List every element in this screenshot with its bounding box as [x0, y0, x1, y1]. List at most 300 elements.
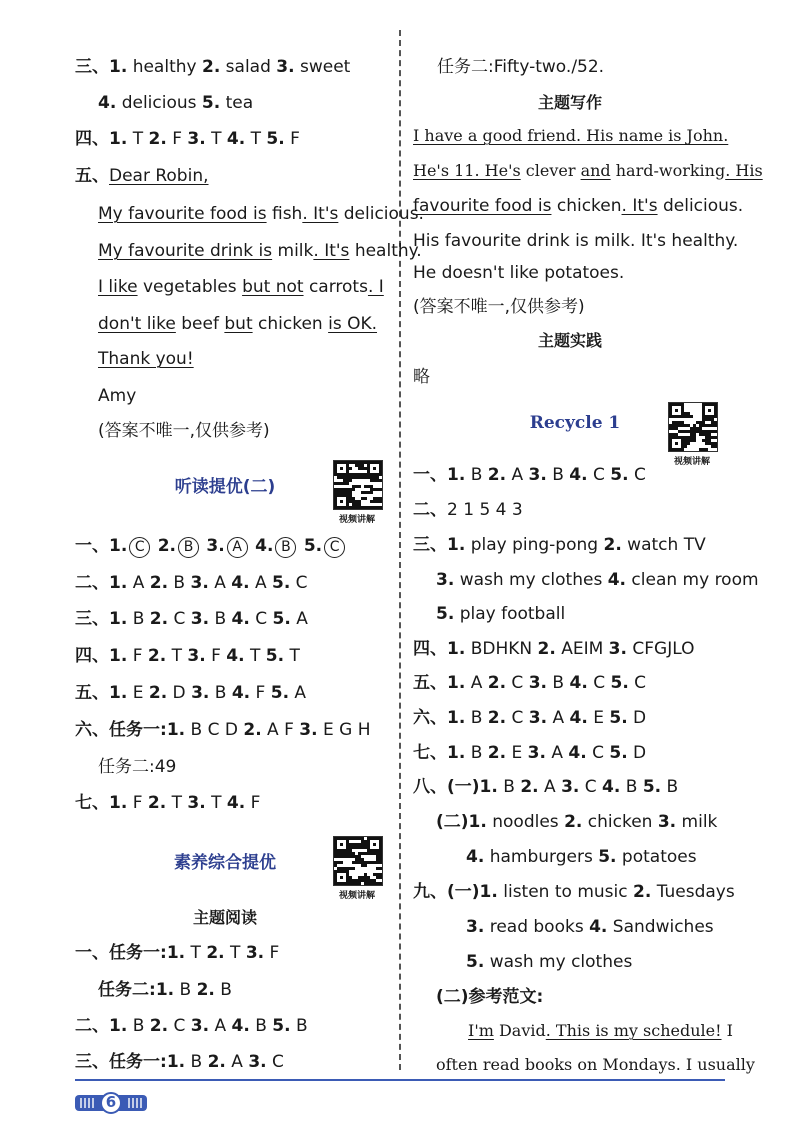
answer-text: A: [506, 465, 529, 485]
answer-text: wash my clothes: [484, 952, 633, 972]
answer-text: 1.: [447, 639, 466, 659]
answer-text: . It's: [302, 204, 339, 224]
answer-text: . His: [725, 161, 763, 180]
qr-pattern-icon: [669, 403, 717, 451]
answer-text: listen to music: [497, 882, 633, 902]
answer-line: [413, 881, 735, 903]
answer-text: Thank you!: [98, 349, 194, 369]
answer-text: (二)参考范文:: [436, 987, 544, 1007]
answer-text: 4.: [589, 917, 608, 937]
answer-line: [413, 366, 430, 388]
answer-text: 3.: [190, 609, 210, 629]
answer-text: 5.: [272, 609, 291, 629]
answer-text: 二、: [75, 573, 109, 593]
answer-text: Amy: [98, 386, 137, 406]
answer-line: [98, 420, 270, 442]
answer-text: F: [250, 683, 271, 703]
answer-line: [413, 534, 706, 556]
answer-text: C: [586, 743, 610, 763]
answer-text: 3.: [245, 943, 265, 963]
answer-text: 1.: [166, 1052, 186, 1072]
answer-text: 4.: [607, 570, 627, 590]
answer-text: 3.: [657, 812, 677, 832]
answer-text: 2.: [564, 812, 583, 832]
answer-text: 1.: [447, 673, 466, 693]
answer-text: 2.: [196, 980, 215, 1000]
answer-text: 3.: [187, 646, 206, 666]
answer-line: [413, 776, 678, 798]
answer-text: A F: [261, 720, 300, 740]
answer-text: 4.: [98, 93, 117, 113]
answer-text: T: [224, 943, 246, 963]
answer-line: [75, 56, 350, 78]
answer-text: hamburgers: [484, 847, 599, 867]
answer-text: 2.: [149, 1016, 169, 1036]
answer-text: B: [661, 777, 679, 797]
answer-text: read books: [484, 917, 590, 937]
answer-text: 4.: [569, 673, 588, 693]
answer-text: 1.: [109, 573, 128, 593]
answer-line: [437, 56, 604, 78]
answer-text: 3.: [466, 917, 485, 937]
page-badge: [75, 1092, 147, 1114]
answer-text: 1.: [109, 57, 128, 77]
answer-text: 九、: [413, 882, 447, 902]
heading-theme-reading: 主题阅读: [192, 908, 257, 927]
answer-text: 1.: [109, 793, 128, 813]
answer-text: healthy: [127, 57, 202, 77]
answer-text: C: [290, 573, 308, 593]
answer-text: CFGJLO: [626, 639, 695, 659]
answer-text: 1.: [109, 129, 128, 149]
answer-text: 1.: [447, 708, 466, 728]
answer-text: (答案不唯一,仅供参考): [413, 297, 585, 317]
answer-text: 2.: [487, 708, 507, 728]
answer-text: Sandwiches: [607, 917, 714, 937]
answer-text: 1.: [447, 535, 466, 555]
answer-line: [436, 569, 759, 591]
answer-line: [75, 572, 308, 594]
answer-text: play football: [454, 604, 566, 624]
circled-answer: A: [227, 537, 248, 558]
qr-pattern-icon: [334, 837, 382, 885]
answer-text: (答案不唯一,仅供参考): [98, 421, 270, 441]
answer-text: 4.: [466, 847, 485, 867]
answer-text: T: [166, 793, 188, 813]
answer-text: 2.: [207, 1052, 226, 1072]
answer-text: is OK.: [328, 314, 378, 334]
answer-text: I have a good friend. His name is John.: [413, 126, 729, 145]
answer-text: . This is my schedule!: [545, 1021, 722, 1040]
qr-caption: 视频讲解: [338, 891, 375, 901]
answer-text: 2.: [149, 573, 169, 593]
answer-text: 一、: [75, 536, 109, 556]
answer-text: 2.: [520, 777, 539, 797]
answer-line: [98, 313, 377, 335]
answer-text: watch TV: [621, 535, 706, 555]
answer-line: [75, 792, 260, 814]
answer-text: 一、: [75, 943, 109, 963]
answer-text: 四、: [413, 639, 447, 659]
answer-text: C: [587, 673, 611, 693]
answer-text: chicken: [252, 314, 329, 334]
answer-text: B: [465, 743, 488, 763]
answer-text: vegetables: [137, 277, 243, 297]
answer-text: 1.: [155, 980, 175, 1000]
answer-text: 1.: [109, 646, 128, 666]
answer-line: [75, 645, 300, 667]
answer-text: (一): [447, 777, 480, 797]
answer-text: 4.: [602, 777, 621, 797]
answer-text: David: [493, 1021, 546, 1040]
answer-line: [98, 348, 194, 370]
answer-text: 3.: [528, 708, 548, 728]
heading-theme-practice: 主题实践: [537, 331, 602, 350]
answer-text: 1.: [479, 882, 498, 902]
answer-line: [413, 195, 743, 217]
answer-line: [466, 916, 714, 938]
answer-line: [466, 951, 632, 973]
answer-text: C: [168, 1016, 191, 1036]
answer-text: 五、: [75, 683, 109, 703]
answer-text: A: [225, 1052, 249, 1072]
answer-line: [413, 707, 646, 729]
answer-line: [413, 742, 646, 764]
answer-text: 4.: [568, 743, 587, 763]
answer-line: [413, 262, 624, 284]
answer-text: delicious.: [657, 196, 744, 216]
answer-text: don't like: [98, 314, 176, 334]
answer-text: 3.: [561, 777, 580, 797]
answer-text: 5.: [265, 646, 285, 666]
answer-line: [75, 719, 371, 741]
answer-text: 5.: [642, 777, 662, 797]
answer-line: [98, 979, 232, 1001]
answer-line: [98, 756, 176, 778]
heading-recycle: Recycle 1: [529, 413, 621, 433]
answer-text: 4.: [569, 465, 588, 485]
answer-text: T: [127, 129, 149, 149]
answer-text: 二、: [75, 1016, 109, 1036]
answer-text: 三、: [75, 57, 109, 77]
answer-text: C: [506, 673, 529, 693]
answer-text: potatoes: [616, 847, 697, 867]
answer-text: C: [506, 708, 529, 728]
answer-line: [75, 128, 300, 150]
answer-text: 5.: [271, 573, 291, 593]
answer-text: 2.: [147, 793, 167, 813]
answer-line: [436, 1054, 755, 1076]
answer-text: 2.: [487, 465, 507, 485]
heading-listening: 听读提优(二): [174, 477, 276, 497]
answer-text: but not: [242, 277, 304, 297]
qr-pattern-icon: [334, 461, 382, 509]
answer-text: I like: [98, 277, 138, 297]
answer-text: T: [205, 129, 227, 149]
answer-text: fish: [266, 204, 303, 224]
answer-line: [436, 986, 543, 1008]
answer-text: 5.: [270, 683, 290, 703]
answer-text: A: [209, 1016, 232, 1036]
answer-line: [413, 160, 763, 182]
answer-text: 2.: [537, 639, 556, 659]
answer-text: 六、: [75, 720, 109, 740]
answer-text: E: [587, 708, 610, 728]
answer-text: 二、: [413, 500, 447, 520]
answer-line: [436, 603, 565, 625]
qr-code-icon[interactable]: [333, 836, 383, 886]
answer-text: 1.: [166, 720, 186, 740]
answer-text: B: [620, 777, 643, 797]
heading-literacy: 素养综合提优: [174, 853, 276, 873]
circled-answer: C: [129, 537, 150, 558]
answer-text: 3.: [187, 129, 206, 149]
answer-text: 4.: [255, 536, 274, 556]
answer-text: . It's: [621, 196, 658, 216]
answer-text: B: [185, 1052, 208, 1072]
answer-text: milk: [676, 812, 718, 832]
answer-text: C: [628, 465, 646, 485]
answer-text: 2.: [157, 536, 176, 556]
answer-text: . I: [367, 277, 384, 297]
answer-line: [413, 464, 646, 486]
answer-text: C: [579, 777, 603, 797]
answer-text: 5.: [598, 847, 617, 867]
answer-text: B: [546, 465, 570, 485]
answer-text: 5.: [266, 129, 285, 149]
answer-text: A: [249, 573, 272, 593]
answer-text: 1.: [468, 812, 487, 832]
answer-text: B: [290, 1016, 308, 1036]
answer-text: 一、: [413, 465, 447, 485]
answer-text: B: [127, 609, 150, 629]
answer-text: 3.: [528, 673, 548, 693]
answer-text: C: [249, 609, 273, 629]
answer-line: [98, 240, 422, 262]
answer-text: E G H: [317, 720, 371, 740]
answer-text: 3.: [299, 720, 318, 740]
answer-text: 2.: [149, 609, 169, 629]
answer-text: B: [249, 1016, 273, 1036]
answer-text: C: [266, 1052, 284, 1072]
answer-text: 1.: [109, 1016, 128, 1036]
answer-text: 4.: [569, 708, 588, 728]
answer-text: B: [209, 609, 232, 629]
answer-text: B: [214, 980, 232, 1000]
answer-text: E: [506, 743, 528, 763]
answer-text: 5.: [610, 673, 629, 693]
answer-text: favourite food is: [413, 196, 552, 216]
answer-text: A: [538, 777, 562, 797]
answer-text: T: [245, 129, 267, 149]
column-divider: [399, 30, 401, 1070]
answer-text: B C D: [185, 720, 244, 740]
answer-line: [413, 296, 585, 318]
answer-text: 3.: [187, 793, 206, 813]
answer-line: [413, 499, 523, 521]
answer-text: 五、: [75, 166, 109, 186]
answer-text: B: [168, 573, 191, 593]
answer-text: 4.: [231, 609, 250, 629]
answer-text: 2.: [206, 943, 225, 963]
answer-line: [75, 942, 279, 964]
qr-code-icon[interactable]: [333, 460, 383, 510]
answer-line: [413, 638, 694, 660]
answer-text: B: [547, 673, 570, 693]
answer-text: B: [497, 777, 521, 797]
answer-text: T: [205, 793, 227, 813]
answer-text: 5.: [609, 743, 628, 763]
answer-text: 七、: [413, 743, 447, 763]
answer-text: D: [627, 708, 647, 728]
answer-text: 任务二:Fifty-two./52.: [437, 57, 605, 77]
answer-text: 3.: [190, 573, 209, 593]
answer-line: [468, 1020, 733, 1042]
answer-text: C: [628, 673, 647, 693]
page-number: 6: [105, 1093, 117, 1111]
answer-text: 3.: [276, 57, 295, 77]
circled-answer: B: [178, 537, 199, 558]
answer-text: A: [290, 609, 308, 629]
answer-text: B: [465, 465, 488, 485]
answer-text: I: [721, 1021, 733, 1040]
answer-text: 任务一:: [109, 943, 167, 963]
answer-text: wash my clothes: [454, 570, 608, 590]
answer-text: hard-working: [610, 161, 726, 180]
answer-text: T: [166, 646, 188, 666]
answer-text: 七、: [75, 793, 109, 813]
answer-text: 四、: [75, 129, 109, 149]
answer-text: 3.: [191, 683, 210, 703]
answer-text: 2.: [633, 882, 652, 902]
answer-text: 4.: [226, 646, 245, 666]
answer-text: 任务二:: [98, 980, 156, 1000]
circled-answer: B: [275, 537, 296, 558]
answer-text: D: [167, 683, 192, 703]
answer-text: F: [127, 793, 148, 813]
answer-text: Tuesdays: [651, 882, 735, 902]
heading-theme-writing: 主题写作: [537, 93, 602, 112]
answer-text: My favourite food is: [98, 204, 267, 224]
answer-text: salad: [220, 57, 277, 77]
answer-text: 1.: [479, 777, 498, 797]
answer-text: 四、: [75, 646, 109, 666]
answer-text: 2.: [487, 673, 507, 693]
answer-text: D: [627, 743, 647, 763]
answer-text: healthy.: [349, 241, 422, 261]
answer-text: 5.: [466, 952, 485, 972]
answer-line: [413, 125, 728, 147]
answer-text: 4.: [226, 793, 246, 813]
answer-text: A: [545, 743, 569, 763]
answer-line: [98, 385, 136, 407]
answer-text: 2.: [243, 720, 262, 740]
answer-text: play ping-pong: [465, 535, 604, 555]
answer-text: 1.: [447, 743, 466, 763]
answer-text: carrots: [303, 277, 368, 297]
answer-text: A: [208, 573, 232, 593]
answer-text: (二): [436, 812, 469, 832]
answer-text: 1.: [109, 683, 128, 703]
answer-text: 3.: [206, 536, 225, 556]
answer-line: [413, 230, 738, 252]
answer-text: 5.: [272, 1016, 291, 1036]
answer-text: 5.: [201, 93, 221, 113]
answer-line: [436, 811, 717, 833]
answer-text: F: [127, 646, 148, 666]
answer-text: 任务一:: [109, 1052, 167, 1072]
answer-text: 5.: [610, 465, 629, 485]
answer-text: 八、: [413, 777, 447, 797]
answer-line: [98, 203, 424, 225]
answer-text: BDHKN: [465, 639, 538, 659]
answer-text: 4.: [226, 129, 246, 149]
answer-text: sweet: [294, 57, 351, 77]
answer-text: delicious: [116, 93, 202, 113]
answer-text: E: [127, 683, 149, 703]
answer-text: 三、: [75, 609, 109, 629]
answer-text: 1.: [166, 943, 186, 963]
answer-text: . It's: [313, 241, 350, 261]
answer-text: 4.: [231, 683, 251, 703]
answer-text: tea: [220, 93, 254, 113]
answer-line: [75, 535, 347, 558]
answer-text: 3.: [190, 1016, 210, 1036]
answer-text: T: [185, 943, 207, 963]
answer-line: [98, 276, 384, 298]
answer-text: C: [168, 609, 191, 629]
answer-line: [75, 1015, 308, 1037]
answer-line: [75, 608, 308, 630]
answer-text: F: [245, 793, 261, 813]
answer-text: 4.: [231, 573, 250, 593]
answer-text: A: [127, 573, 150, 593]
answer-text: F: [205, 646, 227, 666]
answer-text: 2.: [603, 535, 622, 555]
answer-text: A: [289, 683, 307, 703]
answer-text: C: [587, 465, 611, 485]
answer-text: 略: [413, 367, 430, 387]
answer-text: 2.: [147, 646, 167, 666]
answer-text: A: [465, 673, 488, 693]
answer-text: chicken: [582, 812, 658, 832]
answer-text: 1.: [109, 536, 128, 556]
answer-line: [75, 1051, 284, 1073]
answer-text: 2.: [148, 129, 167, 149]
answer-text: 5.: [609, 708, 628, 728]
answer-line: [98, 92, 253, 114]
answer-text: 三、: [413, 535, 447, 555]
answer-text: B: [127, 1016, 150, 1036]
answer-text: F: [166, 129, 188, 149]
answer-text: My favourite drink is: [98, 241, 273, 261]
answer-text: (一): [447, 882, 480, 902]
answer-text: 3.: [436, 570, 455, 590]
answer-line: [75, 165, 209, 187]
answer-text: B: [465, 708, 488, 728]
answer-text: He doesn't like potatoes.: [413, 263, 625, 283]
answer-text: He's 11. He's: [413, 161, 521, 180]
answer-text: and: [580, 161, 611, 180]
answer-text: His favourite drink is milk. It's healthy.: [413, 231, 739, 251]
answer-text: 六、: [413, 708, 447, 728]
answer-text: T: [244, 646, 266, 666]
answer-text: 1.: [109, 609, 128, 629]
answer-text: 4.: [231, 1016, 250, 1036]
answer-line: [413, 672, 646, 694]
answer-text: 2.: [487, 743, 507, 763]
qr-code-icon[interactable]: [668, 402, 718, 452]
